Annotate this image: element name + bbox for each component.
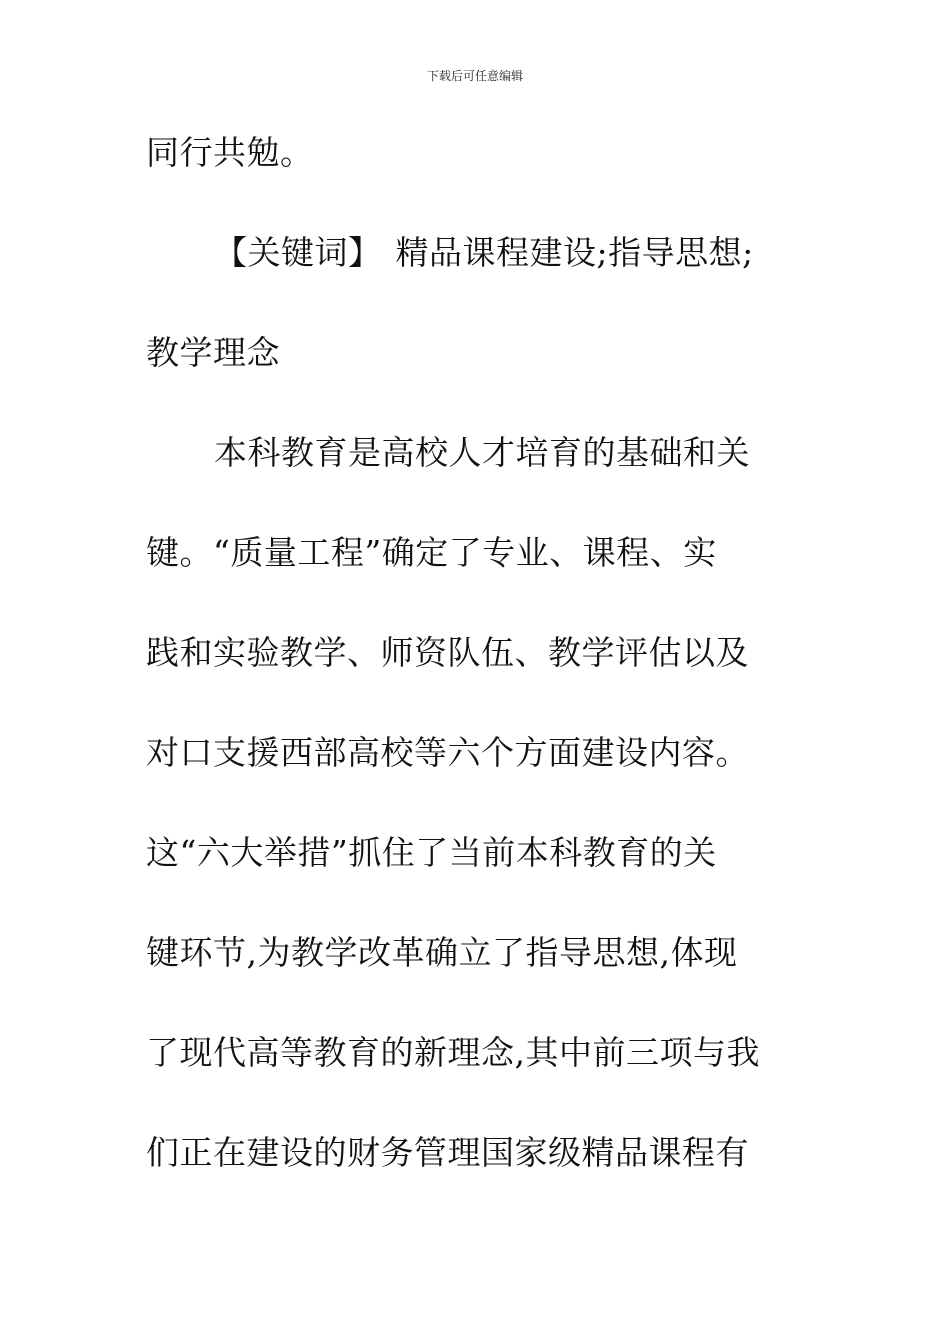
text-line: 这“六大举措”抓住了当前本科教育的关 xyxy=(146,833,717,872)
keywords-label: 【关键词】 xyxy=(214,233,382,272)
page-header: 下载后可任意编辑 xyxy=(426,69,523,83)
keywords-line xyxy=(146,220,826,320)
text-line: 们正在建设的财务管理国家级精品课程有 xyxy=(146,1133,749,1172)
text-line: 对口支援西部高校等六个方面建设内容。 xyxy=(146,733,749,772)
text-line: 键环节,为教学改革确立了指导思想,体现 xyxy=(146,933,738,972)
text-line: 践和实验教学、师资队伍、教学评估以及 xyxy=(146,633,749,672)
text-line: 教学理念 xyxy=(146,333,280,372)
keywords-value: 精品课程建设;指导思想; xyxy=(395,233,754,272)
text-line: 了现代高等教育的新理念,其中前三项与我 xyxy=(146,1033,760,1072)
text-line: 同行共勉。 xyxy=(146,133,314,172)
text-line: 键。“质量工程”确定了专业、课程、实 xyxy=(146,533,717,572)
document-body xyxy=(146,120,826,1220)
paragraph-first-line: 本科教育是高校人才培育的基础和关 xyxy=(214,433,750,472)
